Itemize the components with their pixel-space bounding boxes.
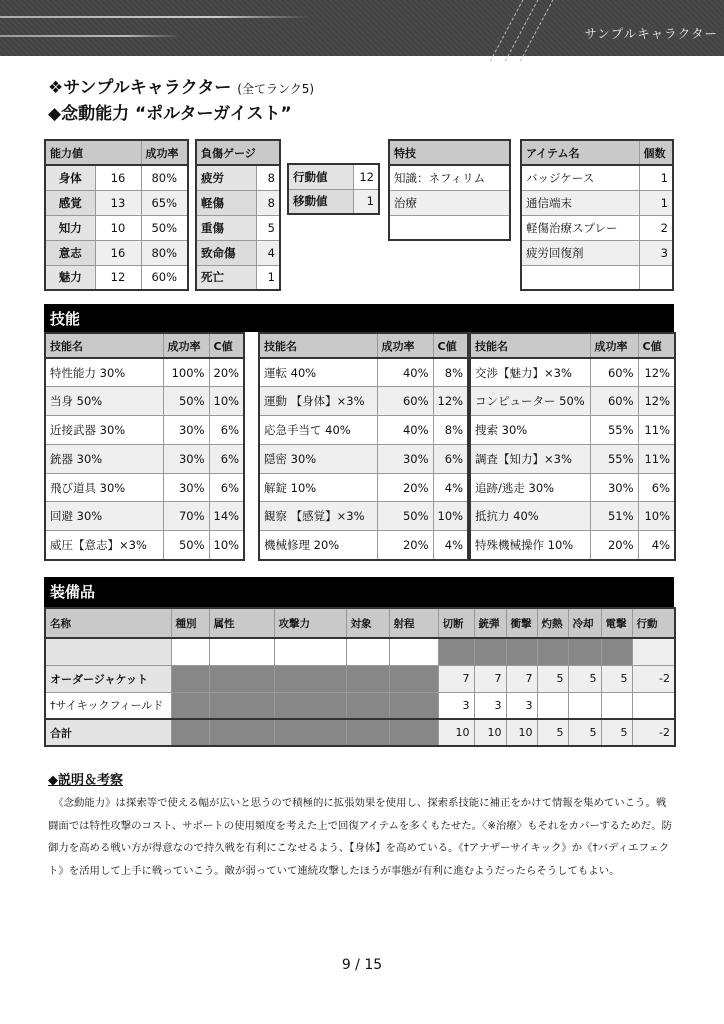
skill-rate: 30% (377, 444, 433, 473)
skill-rate: 100% (163, 358, 209, 387)
title-text: ❖サンプルキャラクター (48, 78, 232, 98)
table-row (521, 215, 673, 240)
skill-rate: 55% (590, 444, 638, 473)
table-row (45, 387, 244, 416)
column-header: 名称 (45, 608, 171, 638)
equipment-value (274, 638, 346, 665)
column-header: 技能名 (45, 333, 163, 358)
feat-item: 治療 (389, 190, 510, 215)
equipment-value (171, 665, 209, 692)
equipment-value (274, 719, 346, 746)
ability-name: 身体 (45, 165, 95, 190)
equipment-value: 7 (474, 665, 506, 692)
injury-value: 1 (256, 265, 280, 290)
column-header: 切断 (438, 608, 474, 638)
table-row (259, 333, 468, 358)
column-header: 成功率 (590, 333, 638, 358)
equipment-value: 5 (601, 665, 632, 692)
table-row (470, 387, 675, 416)
equipment-value (274, 692, 346, 719)
skill-rate: 20% (590, 531, 638, 560)
column-header: 技能名 (259, 333, 377, 358)
table-row (45, 531, 244, 560)
injury-gauge-table (195, 139, 281, 291)
table-row (259, 444, 468, 473)
equipment-value (632, 638, 675, 665)
skill-critical: 6% (209, 416, 244, 445)
table-row (470, 444, 675, 473)
injury-value: 5 (256, 215, 280, 240)
table-row (45, 165, 188, 190)
skill-name: 飛び道具 30% (45, 473, 163, 502)
movement-value: 12 (353, 164, 379, 189)
skill-name: 近接武器 30% (45, 416, 163, 445)
equipment-value: 5 (568, 665, 601, 692)
item-count: 3 (639, 240, 673, 265)
table-row (196, 165, 280, 190)
equipment-value (171, 638, 209, 665)
equipment-value (389, 692, 438, 719)
decor-line (0, 16, 310, 18)
skill-name: 捜索 30% (470, 416, 590, 445)
description-heading: ◆説明＆考察 (48, 773, 123, 788)
skill-name: 解錠 10% (259, 473, 377, 502)
skill-critical: 12% (433, 387, 468, 416)
item-name: 疲労回復剤 (521, 240, 639, 265)
ability-value: 16 (95, 165, 141, 190)
header-band (0, 0, 724, 56)
skill-critical: 4% (433, 473, 468, 502)
table-row (45, 333, 244, 358)
skill-critical: 6% (209, 444, 244, 473)
injury-value: 4 (256, 240, 280, 265)
page-title (48, 73, 314, 98)
skill-name: コンピューター 50% (470, 387, 590, 416)
equipment-name: オーダージャケット (45, 665, 171, 692)
skills-table (469, 332, 676, 561)
table-row (259, 531, 468, 560)
skill-rate: 40% (377, 416, 433, 445)
equipment-value (506, 638, 537, 665)
equipment-value: 5 (568, 719, 601, 746)
skill-rate: 40% (377, 358, 433, 387)
equipment-value (209, 719, 274, 746)
skill-name: 特殊機械操作 10% (470, 531, 590, 560)
table-row (470, 531, 675, 560)
equipment-value: 3 (474, 692, 506, 719)
item-name: 軽傷治療スプレー (521, 215, 639, 240)
table-row (45, 190, 188, 215)
column-header: 冷却 (568, 608, 601, 638)
decor-line (0, 35, 180, 37)
column-header: 負傷ゲージ (196, 140, 280, 165)
table-row (259, 473, 468, 502)
table-row (389, 215, 510, 240)
equipment-value (209, 665, 274, 692)
skill-rate: 20% (377, 531, 433, 560)
movement-table (287, 163, 380, 215)
injury-label: 軽傷 (196, 190, 256, 215)
skill-critical: 10% (638, 502, 675, 531)
table-row (288, 189, 379, 214)
injury-value: 8 (256, 165, 280, 190)
equipment-value (346, 719, 389, 746)
skill-critical: 8% (433, 358, 468, 387)
skill-critical: 6% (638, 473, 675, 502)
equipment-name: 合計 (45, 719, 171, 746)
skill-name: 運動 【身体】×3% (259, 387, 377, 416)
items-table (520, 139, 674, 291)
equipment-value: 10 (474, 719, 506, 746)
skill-name: 観察 【感覚】×3% (259, 502, 377, 531)
skill-critical: 6% (433, 444, 468, 473)
equipment-value (171, 719, 209, 746)
ability-rate: 80% (141, 240, 188, 265)
injury-label: 重傷 (196, 215, 256, 240)
equipment-value (568, 692, 601, 719)
title-note: (全てランク5) (237, 82, 315, 96)
equipment-value (171, 692, 209, 719)
equipment-value (389, 638, 438, 665)
column-header: 成功率 (141, 140, 188, 165)
equipment-value: 5 (537, 665, 568, 692)
equipment-table (44, 607, 676, 747)
equipment-value: 5 (537, 719, 568, 746)
table-row (45, 140, 188, 165)
table-row (470, 473, 675, 502)
table-row (288, 164, 379, 189)
table-row (389, 190, 510, 215)
injury-label: 致命傷 (196, 240, 256, 265)
injury-label: 死亡 (196, 265, 256, 290)
skill-rate: 30% (590, 473, 638, 502)
skill-critical: 11% (638, 444, 675, 473)
skill-critical: 14% (209, 502, 244, 531)
column-header: C値 (638, 333, 675, 358)
feats-table (388, 139, 511, 241)
item-count: 1 (639, 165, 673, 190)
equipment-value (568, 638, 601, 665)
equipment-value (274, 665, 346, 692)
skill-rate: 60% (590, 387, 638, 416)
column-header: 行動 (632, 608, 675, 638)
table-row (196, 140, 280, 165)
skill-name: 交渉【魅力】×3% (470, 358, 590, 387)
table-row (470, 333, 675, 358)
column-header: アイテム名 (521, 140, 639, 165)
table-row (259, 387, 468, 416)
skill-rate: 50% (163, 387, 209, 416)
skill-name: 特性能力 30% (45, 358, 163, 387)
skill-critical: 11% (638, 416, 675, 445)
equipment-value: -2 (632, 719, 675, 746)
table-row (389, 165, 510, 190)
injury-label: 疲労 (196, 165, 256, 190)
equipment-value (389, 665, 438, 692)
equipment-value (601, 638, 632, 665)
skill-rate: 30% (163, 416, 209, 445)
table-row (45, 444, 244, 473)
skill-critical: 4% (433, 531, 468, 560)
table-row (521, 140, 673, 165)
column-header: 対象 (346, 608, 389, 638)
column-header: 成功率 (163, 333, 209, 358)
ability-value: 10 (95, 215, 141, 240)
ability-value: 12 (95, 265, 141, 290)
skill-name: 銃器 30% (45, 444, 163, 473)
table-row (45, 692, 675, 719)
column-header: C値 (433, 333, 468, 358)
skill-critical: 10% (433, 502, 468, 531)
decor-dash (520, 0, 556, 61)
equipment-value (537, 638, 568, 665)
table-row (259, 502, 468, 531)
skill-rate: 51% (590, 502, 638, 531)
ability-name: 魅力 (45, 265, 95, 290)
table-row (521, 240, 673, 265)
ability-rate: 65% (141, 190, 188, 215)
header-title: サンプルキャラクター (584, 26, 718, 41)
skills-table (258, 332, 469, 561)
power-title: ◆念動能力 “ポルターガイスト” (48, 104, 292, 124)
table-row (521, 265, 673, 290)
item-name: バッジケース (521, 165, 639, 190)
table-row (521, 165, 673, 190)
column-header: 種別 (171, 608, 209, 638)
skill-critical: 12% (638, 387, 675, 416)
equipment-value: 3 (438, 692, 474, 719)
skill-critical: 8% (433, 416, 468, 445)
movement-label: 移動値 (288, 189, 353, 214)
column-header: C値 (209, 333, 244, 358)
equipment-section-header: 装備品 (44, 577, 674, 607)
table-row (45, 638, 675, 665)
skills-table (44, 332, 245, 561)
equipment-value: 7 (438, 665, 474, 692)
skill-rate: 50% (377, 502, 433, 531)
equipment-value: -2 (632, 665, 675, 692)
skill-rate: 60% (377, 387, 433, 416)
item-name: 通信端末 (521, 190, 639, 215)
equipment-value: 5 (601, 719, 632, 746)
skill-name: 回避 30% (45, 502, 163, 531)
column-header: 射程 (389, 608, 438, 638)
table-row (196, 240, 280, 265)
column-header: 灼熱 (537, 608, 568, 638)
equipment-value (389, 719, 438, 746)
table-row (196, 190, 280, 215)
skill-rate: 50% (163, 531, 209, 560)
skill-name: 調査【知力】×3% (470, 444, 590, 473)
item-count (639, 265, 673, 290)
table-row (521, 190, 673, 215)
equipment-value: 3 (506, 692, 537, 719)
description-text: 《念動能力》は探索等で使える幅が広いと思うので積極的に拡張効果を使用し、探索系技能に補正をかけて情報を集めていこう。戦闘面では特性攻撃のコスト、サポートの使用頻度を考えた上で回復アイテムを多くもたせた。〈※治療〉もそれをカバーするためだ。防御力を高める戦い方が得意なので持久戦を有利にこなせるよう、【身体】を高めている。《†アナザーサイキック》か《†バディエフェクト》を活用して上手に戦っていこう。敵が弱っていて連続攻撃したほうが事態が有利に進むようだったらそうしてもよい。 (48, 797, 673, 877)
table-row (470, 416, 675, 445)
table-row (196, 265, 280, 290)
skill-name: 追跡/逃走 30% (470, 473, 590, 502)
equipment-value (346, 692, 389, 719)
table-row (45, 358, 244, 387)
equipment-value (209, 638, 274, 665)
column-header: 攻撃力 (274, 608, 346, 638)
table-row (45, 240, 188, 265)
feat-item (389, 215, 510, 240)
equipment-value (209, 692, 274, 719)
table-row (45, 215, 188, 240)
column-header: 能力値 (45, 140, 141, 165)
skill-name: 隠密 30% (259, 444, 377, 473)
column-header: 属性 (209, 608, 274, 638)
skill-rate: 30% (163, 444, 209, 473)
skill-rate: 55% (590, 416, 638, 445)
column-header: 個数 (639, 140, 673, 165)
column-header: 成功率 (377, 333, 433, 358)
ability-rate: 50% (141, 215, 188, 240)
skill-critical: 10% (209, 387, 244, 416)
table-row (45, 416, 244, 445)
skill-name: 運転 40% (259, 358, 377, 387)
skill-critical: 6% (209, 473, 244, 502)
table-row (259, 358, 468, 387)
column-header: 特技 (389, 140, 510, 165)
table-row (45, 608, 675, 638)
feat-item: 知識：ネフィリム (389, 165, 510, 190)
column-header: 技能名 (470, 333, 590, 358)
item-count: 1 (639, 190, 673, 215)
ability-rate: 80% (141, 165, 188, 190)
table-row (196, 215, 280, 240)
table-row (259, 416, 468, 445)
ability-name: 知力 (45, 215, 95, 240)
skill-critical: 12% (638, 358, 675, 387)
equipment-name (45, 638, 171, 665)
equipment-value (346, 638, 389, 665)
ability-value: 16 (95, 240, 141, 265)
equipment-value (438, 638, 474, 665)
movement-value: 1 (353, 189, 379, 214)
equipment-value (474, 638, 506, 665)
table-row (45, 502, 244, 531)
skill-rate: 30% (163, 473, 209, 502)
equipment-name: †サイキックフィールド (45, 692, 171, 719)
skill-name: 抵抗力 40% (470, 502, 590, 531)
ability-value: 13 (95, 190, 141, 215)
skill-rate: 20% (377, 473, 433, 502)
equipment-value: 10 (438, 719, 474, 746)
equipment-value (601, 692, 632, 719)
skill-rate: 70% (163, 502, 209, 531)
equipment-value (346, 665, 389, 692)
table-row (470, 502, 675, 531)
table-row (389, 140, 510, 165)
skill-name: 応急手当て 40% (259, 416, 377, 445)
ability-rate: 60% (141, 265, 188, 290)
table-row (45, 719, 675, 746)
skill-name: 当身 50% (45, 387, 163, 416)
movement-label: 行動値 (288, 164, 353, 189)
skill-critical: 20% (209, 358, 244, 387)
column-header: 衝撃 (506, 608, 537, 638)
equipment-value (632, 692, 675, 719)
table-row (45, 473, 244, 502)
skill-name: 威圧【意志】×3% (45, 531, 163, 560)
item-name (521, 265, 639, 290)
skill-critical: 4% (638, 531, 675, 560)
page-number: 9 / 15 (341, 957, 383, 973)
table-row (470, 358, 675, 387)
ability-name: 感覚 (45, 190, 95, 215)
skill-name: 機械修理 20% (259, 531, 377, 560)
skill-rate: 60% (590, 358, 638, 387)
table-row (45, 265, 188, 290)
skill-critical: 10% (209, 531, 244, 560)
ability-name: 意志 (45, 240, 95, 265)
equipment-value (537, 692, 568, 719)
skills-section-header: 技能 (44, 304, 674, 332)
column-header: 電撃 (601, 608, 632, 638)
column-header: 銃弾 (474, 608, 506, 638)
table-row (45, 665, 675, 692)
equipment-value: 10 (506, 719, 537, 746)
ability-table (44, 139, 189, 291)
item-count: 2 (639, 215, 673, 240)
injury-value: 8 (256, 190, 280, 215)
equipment-value: 7 (506, 665, 537, 692)
